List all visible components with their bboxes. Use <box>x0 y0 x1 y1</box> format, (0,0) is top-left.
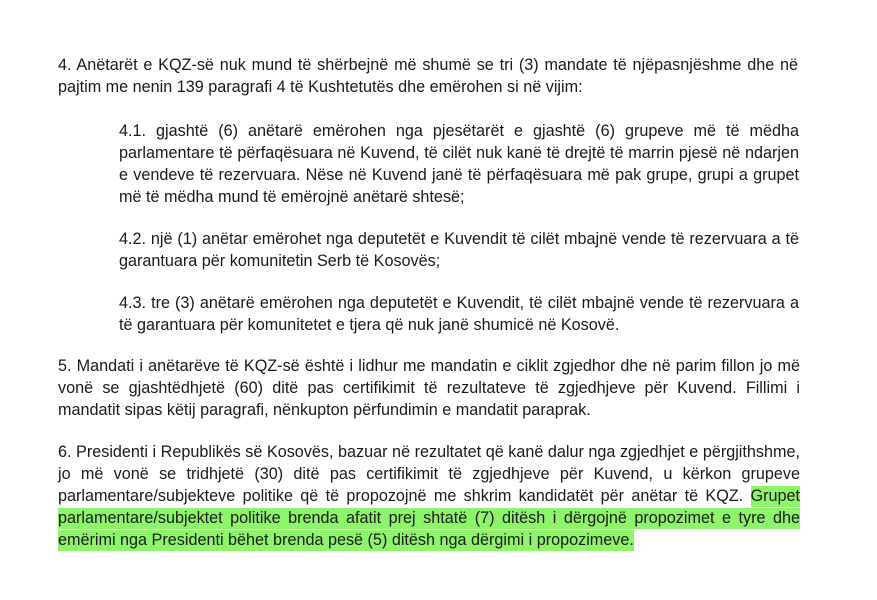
paragraph-6 <box>58 441 800 551</box>
paragraph-4-1: 4.1. gjashtë (6) anëtarë emërohen nga pjesëtarët e gjashtë (6) grupeve më të mëdha parlamentare të përfaqësuara në Kuvend, të cilët nuk kanë të drejtë të marrin pjesë në ndarjen e vendeve të rezervuara. Nëse në Kuvend janë të përfaqësuara më pak grupe, grupi a grupet më të mëdha mund të emërojnë anëtarë shtesë; <box>119 122 799 206</box>
paragraph-4: 4. Anëtarët e KQZ-së nuk mund të shërbejnë më shumë se tri (3) mandate të njëpasnjëshme dhe në pajtim me nenin 139 paragrafi 4 të Kushtetutës dhe emërohen si në vijim: <box>58 56 798 96</box>
paragraph-4-3: 4.3. tre (3) anëtarë emërohen nga deputetët e Kuvendit, të cilët mbajnë vende të rezervuara a të garantuara për komunitetet e tjera që nuk janë shumicë në Kosovë. <box>119 294 799 334</box>
highlighted-text: Grupet parlamentare/subjektet politike brenda afatit prej shtatë (7) ditësh i dërgojnë propozimet e tyre dhe emërimi nga Presidenti bëhet brenda pesë (5) ditësh nga dërgimi i propozimeve. <box>58 487 800 549</box>
paragraph-6-text: 6. Presidenti i Republikës së Kosovës, bazuar në rezultatet që kanë dalur nga zgjedhjet e përgjithshme, jo më vonë se tridhjetë (30) ditë pas certifikimit të zgjedhjeve për Kuvend, u kërkon grupeve parlamentare/subjekteve politike që të propozojnë me shkrim kandidatët për anëtar të KQZ. <box>58 443 800 505</box>
paragraph-5: 5. Mandati i anëtarëve të KQZ-së është i lidhur me mandatin e ciklit zgjedhor dhe në parim fillon jo më vonë se gjashtëdhjetë (60) ditë pas certifikimit të rezultateve të zgjedhjeve për Kuvend. Fillimi i mandatit sipas këtij paragrafi, nënkupton përfundimin e mandatit paraprak. <box>58 357 800 419</box>
paragraph-4-2: 4.2. një (1) anëtar emërohet nga deputetët e Kuvendit të cilët mbajnë vende të rezervuara a të garantuara për komunitetin Serb të Kosovës; <box>119 230 799 270</box>
